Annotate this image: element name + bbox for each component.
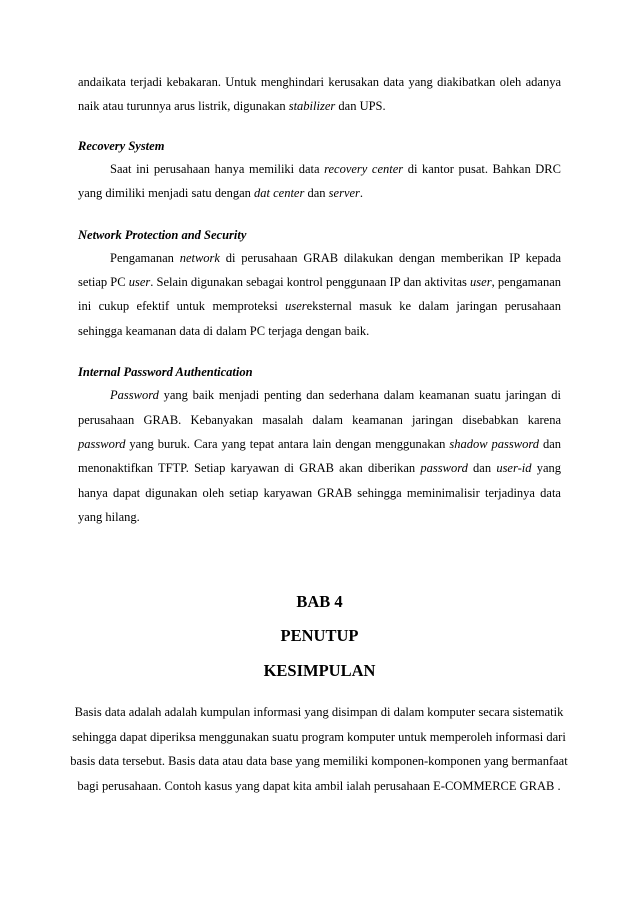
conclusion-paragraph: Basis data adalah adalah kumpulan informasi yang disimpan di dalam komputer secara sistematik sehingga dapat diperiksa menggunakan suatu program komputer untuk memperoleh informasi dari basis data tersebut. Basis data atau data base yang memiliki komponen-komponen yang bermanfaat bagi perusahaan. Contoh kasus yang dapat kita ambil ialah perusahaan E-COMMERCE GRAB . (70, 705, 568, 793)
password-paragraph: Password yang baik menjadi penting dan sederhana dalam keamanan suatu jaringan di perusahaan GRAB. Kebanyakan masalah dalam keamanan jaringan disebabkan karena password yang buruk. Cara yang tepat antara lain dengan menggunakan shadow password dan menonaktifkan TFTP. Setiap karyawan di GRAB akan diberikan password dan user-id yang hanya dapat digunakan oleh setiap karyawan GRAB sehingga meminimalisir terjadinya data yang hilang. (78, 388, 561, 525)
term-recovery-center: recovery center (324, 161, 404, 176)
body-text (78, 70, 561, 530)
term-network: network (179, 250, 220, 265)
term-password: password (78, 437, 126, 452)
heading-network-protection: Network Protection and Security (78, 227, 247, 242)
network-paragraph: Pengamanan network di perusahaan GRAB dilakukan dengan memberikan IP kepada setiap PC user. Selain digunakan sebagai kontrol penggunaan IP dan aktivitas user, pengamanan ini cukup efektif untuk memproteksi usereksternal masuk ke dalam jaringan perusahaan sehingga keamanan data di dalam PC terjaga dengan baik. (78, 250, 561, 338)
intro-text: andaikata terjadi kebakaran. Untuk menghindari kerusakan data yang diakibatkan oleh adanya naik atau turunnya arus listrik, digunakan (78, 75, 561, 114)
term-stabilizer: stabilizer (288, 99, 336, 114)
term-shadow-password: shadow password (449, 437, 539, 452)
term-password: password (420, 461, 468, 476)
heading-recovery-system: Recovery System (78, 138, 165, 153)
chapter-number: BAB 4 (296, 592, 343, 611)
heading-password-authentication: Internal Password Authentication (78, 365, 253, 380)
term-user: user (470, 275, 492, 290)
recovery-paragraph: Saat ini perusahaan hanya memiliki data recovery center di kantor pusat. Bahkan DRC yang dimiliki menjadi satu dengan dat center dan server. (78, 161, 561, 201)
term-user: user (128, 275, 151, 290)
term-dat-center: dat center (254, 186, 305, 201)
term-user-id: user-id (496, 461, 532, 476)
chapter-title: PENUTUP (280, 626, 359, 645)
chapter-subtitle: KESIMPULAN (263, 661, 376, 680)
intro-paragraph (78, 70, 561, 119)
term-server: server (328, 186, 360, 201)
intro-text-end: dan UPS. (335, 99, 386, 114)
term-password: Password (110, 388, 159, 403)
term-user: user (285, 299, 307, 314)
